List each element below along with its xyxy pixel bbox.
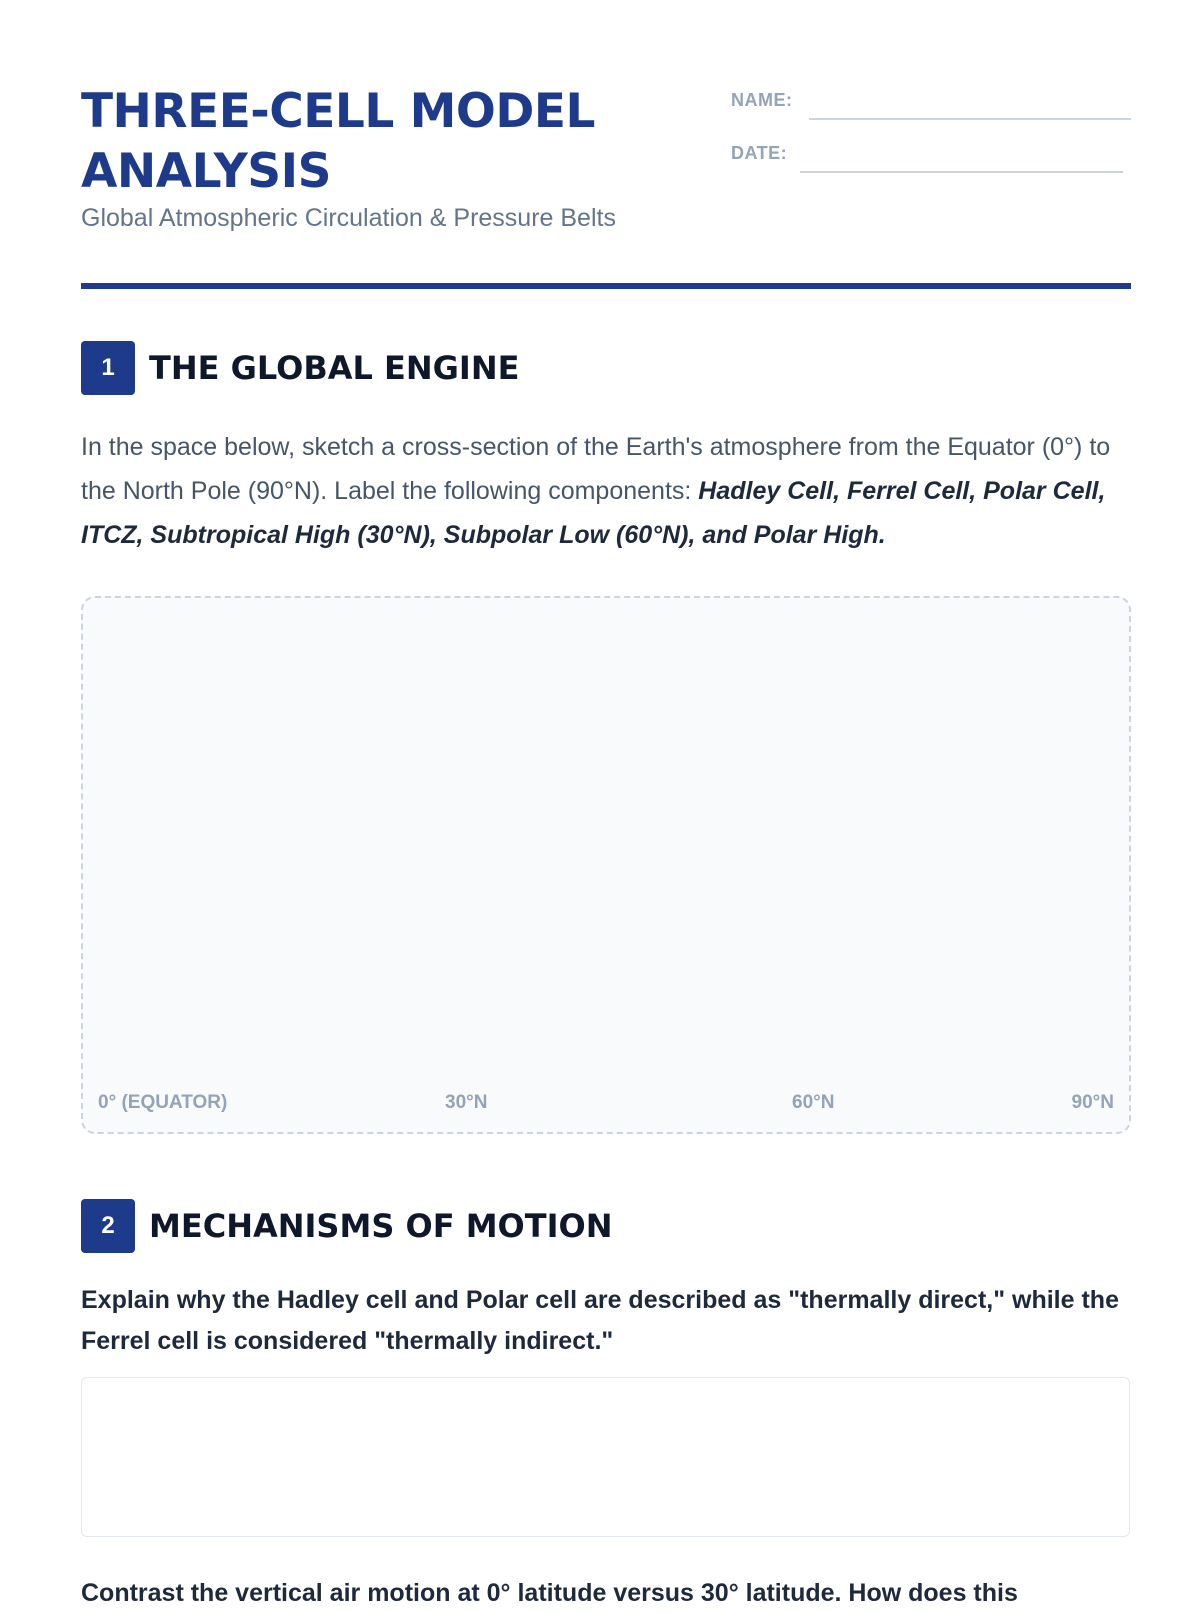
components-list: Hadley Cell, Ferrel Cell, Polar Cell, ITCZ, Subtropical High (30°N), Subpolar Low (60°N), and Polar High. xyxy=(81,477,1106,549)
name-label: NAME: xyxy=(731,90,793,110)
instructions-text: In the space below, sketch a cross-section of the Earth's atmosphere from the Equator (0°) to the North Pole (90°N). Label the following components: xyxy=(81,433,1111,505)
date-row xyxy=(731,143,1131,196)
question-2: Contrast the vertical air motion at 0° latitude versus 30° latitude. How does this xyxy=(81,1579,1018,1607)
date-label: DATE: xyxy=(731,143,788,163)
section-1-number: 1 xyxy=(81,341,135,395)
question-1: Explain why the Hadley cell and Polar cell are described as "thermally direct," while the Ferrel cell is considered "thermally indirect." xyxy=(81,1286,1119,1355)
section-2-title: MECHANISMS OF MOTION xyxy=(149,1207,613,1245)
header-divider xyxy=(81,283,1131,289)
answer-box-1[interactable] xyxy=(81,1377,1130,1537)
latitude-label-equator: 0° (EQUATOR) xyxy=(98,1092,228,1113)
date-field[interactable] xyxy=(800,171,1123,173)
worksheet-header xyxy=(81,82,1131,292)
latitude-label-30n: 30°N xyxy=(445,1092,488,1113)
section-1-instructions xyxy=(81,425,1131,557)
section-2-number: 2 xyxy=(81,1199,135,1253)
section-1-header xyxy=(81,341,1131,395)
page-title: THREE-CELL MODEL ANALYSIS xyxy=(81,84,595,199)
latitude-label-90n: 90°N xyxy=(1071,1092,1114,1113)
name-row xyxy=(731,90,1131,143)
page-subtitle: Global Atmospheric Circulation & Pressure Belts xyxy=(81,204,616,232)
latitude-label-60n: 60°N xyxy=(792,1092,835,1113)
student-info xyxy=(731,90,1131,196)
worksheet-page xyxy=(81,0,1131,1607)
name-field[interactable] xyxy=(809,118,1131,120)
section-1-title: THE GLOBAL ENGINE xyxy=(149,349,520,387)
section-2-header xyxy=(81,1199,1131,1253)
sketch-area[interactable] xyxy=(81,596,1131,1134)
